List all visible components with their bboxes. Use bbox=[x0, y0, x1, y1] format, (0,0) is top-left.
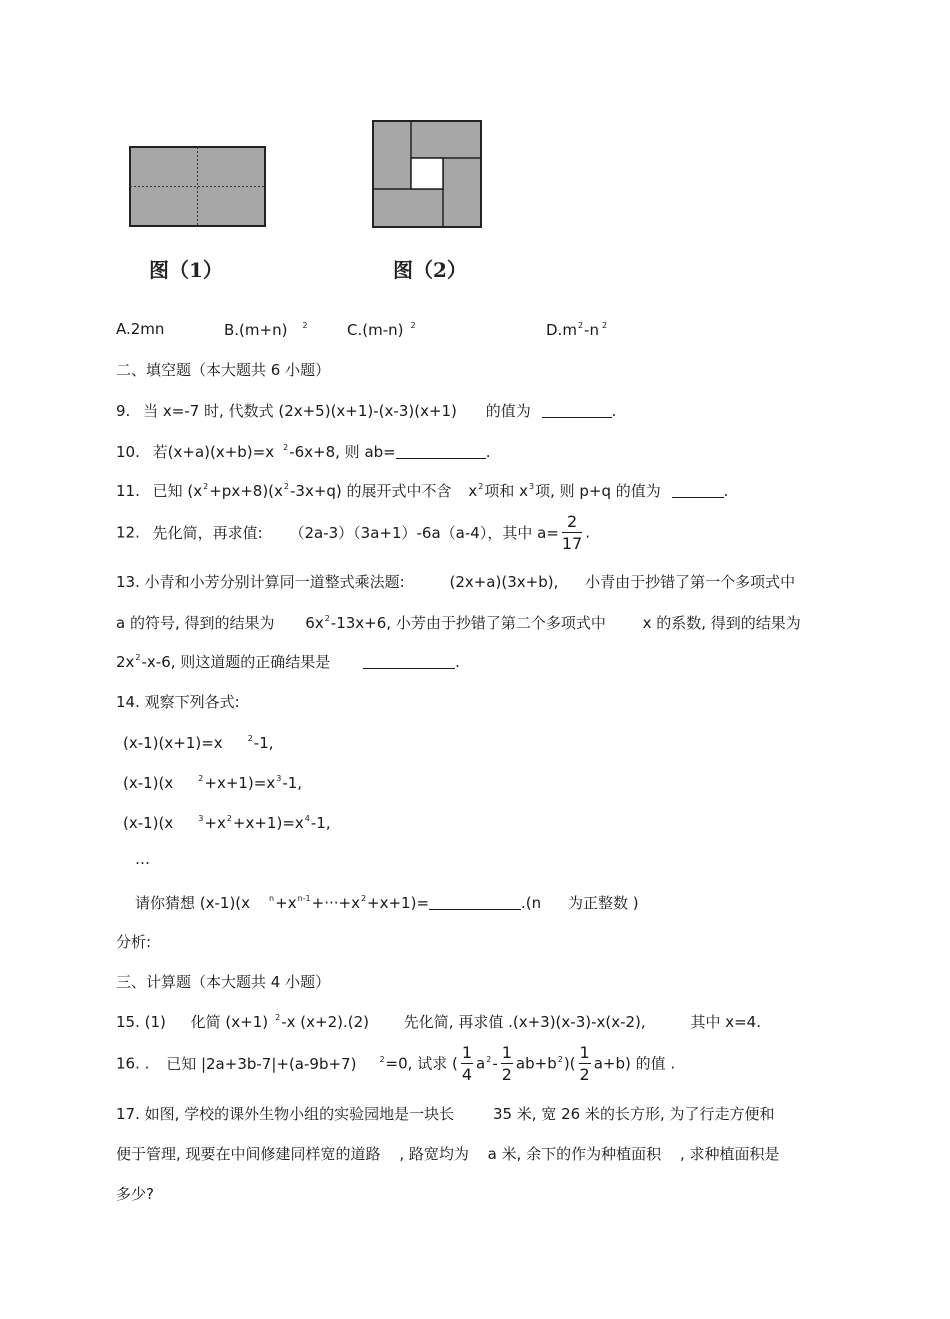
question-17-line-3: 多少? bbox=[116, 1185, 154, 1203]
analysis-label: 分析: bbox=[116, 933, 152, 951]
question-11: 11. 已知 $(x^2+px+8)(x^2-3x+q)$ 的展开式中不含 $x^2$项和 $x^3$项, 则 p+q 的值为 . bbox=[116, 482, 729, 500]
answer-blank bbox=[363, 654, 455, 669]
figure-1-rectangle bbox=[126, 143, 270, 231]
question-12: 12. 先化简，再求值: （2a-3）（3a+1）-6a（a-4），其中 a= $\frac{2}{17}$ . bbox=[116, 512, 590, 553]
figure-2-caption: 图（2） bbox=[393, 258, 467, 282]
answer-blank bbox=[429, 895, 521, 910]
answer-blank bbox=[396, 444, 486, 459]
fraction-1-4: $\frac{1}{4}$ bbox=[461, 1043, 473, 1084]
question-9: 9. 当 x=-7 时, 代数式 (2x+5)(x+1)-(x-3)(x+1) 的值为 . bbox=[116, 402, 617, 420]
fraction-2-17: $\frac{2}{17}$ bbox=[561, 512, 583, 553]
question-14-row-1: (x-1)(x+1)=x $^2$-1, bbox=[123, 734, 274, 752]
fraction-1-2-b: $\frac{1}{2}$ bbox=[579, 1043, 590, 1084]
option-b: B.(m+n) $^2$ bbox=[224, 321, 308, 339]
answer-blank bbox=[542, 403, 612, 418]
question-17-line-2: 便于管理, 现要在中间修建同样宽的道路 , 路宽均为 a 米, 余下的作为种植面积 , 求种植面积是 bbox=[116, 1145, 780, 1163]
question-16: 16. . 已知 |2a+3b-7|+(a-9b+7) $^2$=0, 试求 ( $\frac{1}{4}$ $a^2-$ $\frac{1}{2}$ $ab+b^2$)( $\frac{1}{2}$ a+b) 的值 . bbox=[116, 1043, 676, 1084]
question-14-guess: 请你猜想 (x-1)(x $^n+x^{n-1}+\cdot\cdot\cdot+x^2+x+1)= .(n$ 为正整数 ) bbox=[135, 894, 639, 912]
question-14-row-2: (x-1)(x $^2+x+1)=x^3-1$, bbox=[123, 774, 303, 792]
option-a: A.2mn bbox=[116, 320, 165, 338]
question-14-title: 14. 观察下列各式: bbox=[116, 693, 240, 711]
fraction-1-2-a: $\frac{1}{2}$ bbox=[501, 1043, 512, 1084]
question-10: 10. 若(x+a)(x+b)=x $^2$-6x+8, 则 ab= . bbox=[116, 443, 491, 461]
question-13-line-1: 13. 小青和小芳分别计算同一道整式乘法题: (2x+a)(3x+b), 小青由于抄错了第一个多项式中 bbox=[116, 573, 796, 591]
section-3-title: 三、计算题（本大题共 4 小题） bbox=[116, 973, 331, 991]
option-d: $D.m^2-n$ $^2$ bbox=[546, 321, 608, 339]
question-14-row-3: (x-1)(x $^3+x^2+x+1)=x^4-1$, bbox=[123, 814, 331, 832]
section-2-title: 二、填空题（本大题共 6 小题） bbox=[116, 361, 331, 379]
option-c: C.(m-n) $^2$ bbox=[347, 321, 416, 339]
figure-1-caption: 图（1） bbox=[149, 258, 223, 282]
question-14-ellipsis: … bbox=[135, 850, 150, 868]
figure-2-square bbox=[370, 118, 484, 230]
question-13-line-3: $2x^2-x-6$, 则这道题的正确结果是 . bbox=[116, 653, 460, 671]
question-17-line-1: 17. 如图, 学校的课外生物小组的实验园地是一块长 35 米, 宽 26 米的长方形, 为了行走方便和 bbox=[116, 1105, 775, 1123]
question-15: 15. (1) 化简 (x+1) $^2$-x (x+2).(2) 先化简, 再求值 .(x+3)(x-3)-x(x-2), 其中 x=4. bbox=[116, 1013, 761, 1031]
question-13-line-2: a 的符号, 得到的结果为 $6x^2-13x+6$, 小芳由于抄错了第二个多项式中 x 的系数, 得到的结果为 bbox=[116, 614, 801, 632]
answer-blank bbox=[672, 483, 724, 498]
